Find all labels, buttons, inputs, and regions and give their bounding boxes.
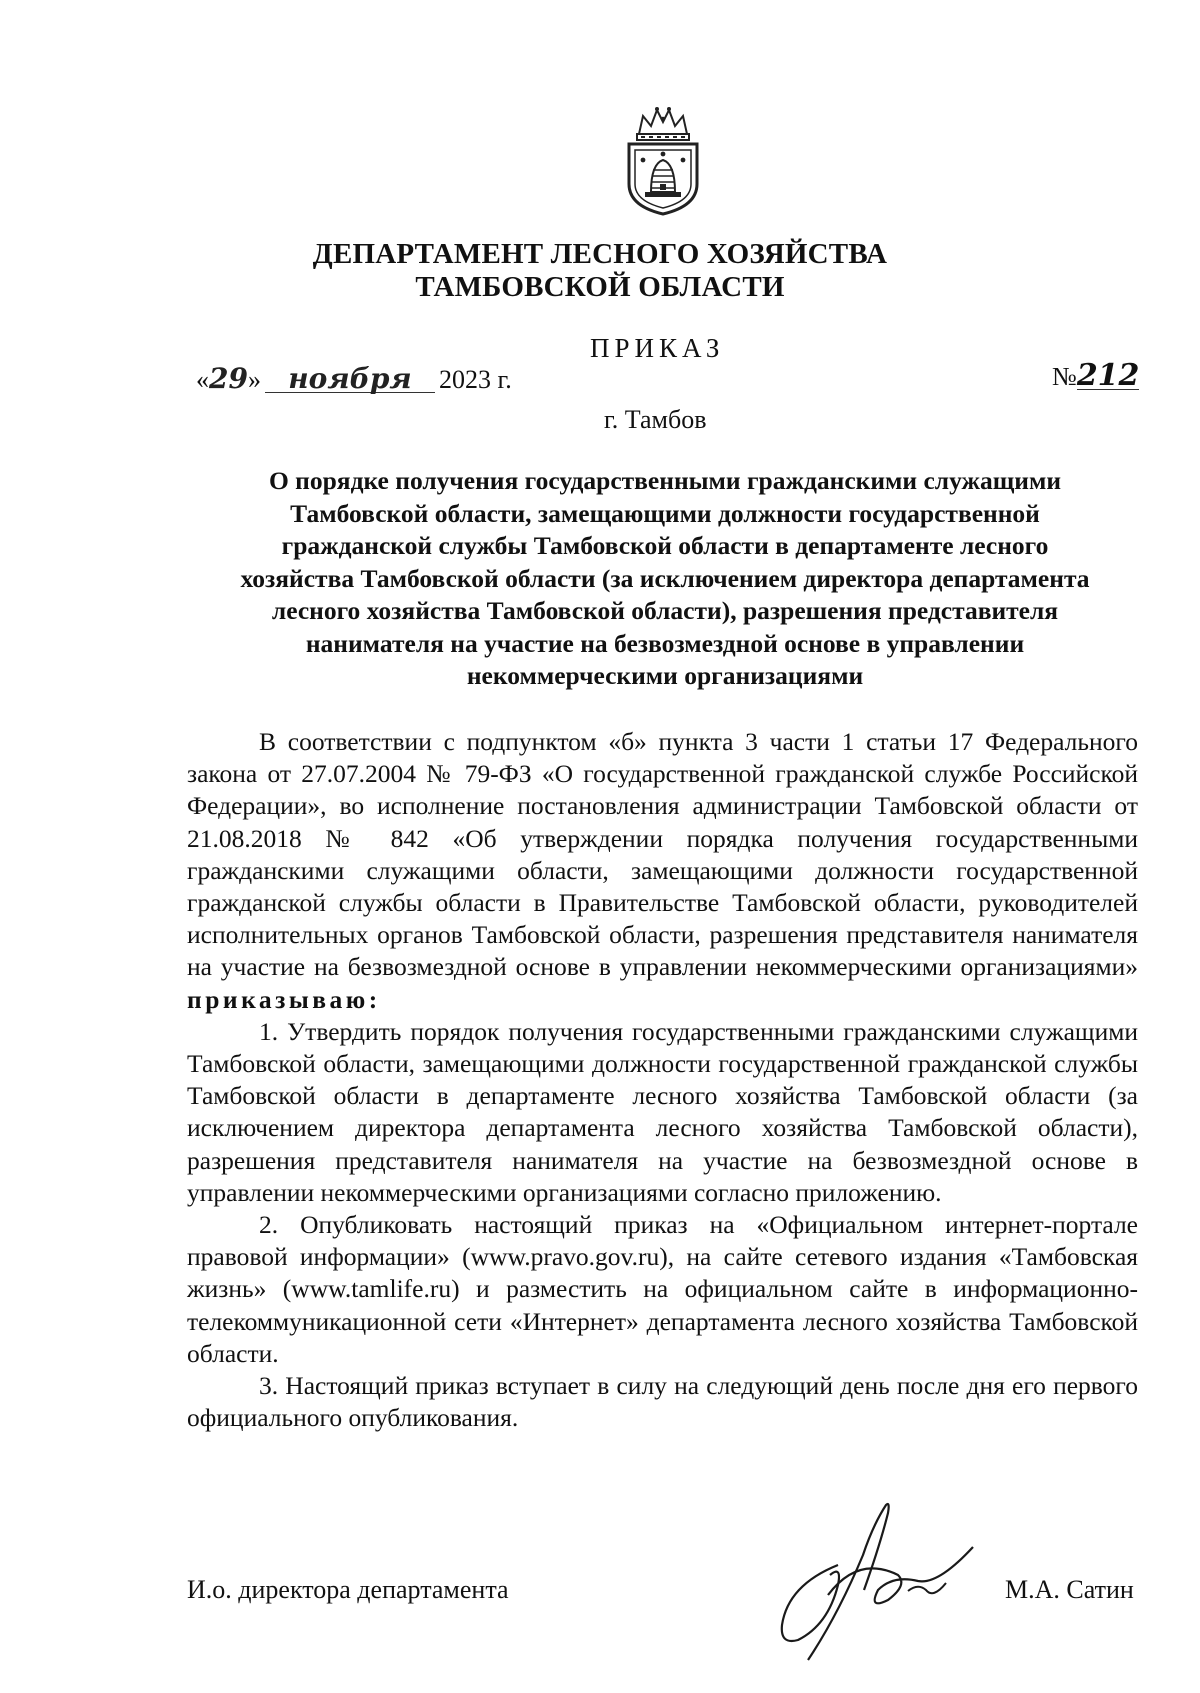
org-line-2: ТАМБОВСКОЙ ОБЛАСТИ (415, 271, 785, 303)
order-number (1052, 358, 1140, 393)
date-month: ноября (288, 362, 412, 395)
item-2-paragraph: 2. Опубликовать настоящий приказ на «Официальном интернет-портале правовой информации» (www.pravo.gov.ru), на сайте сетевого издания «Тамбовская жизнь» (www.tamlife.ru) и разместить на официальном сайте в информационно-телекоммуникационной сети «Интернет» департамента лесного хозяйства Тамбовской области. (187, 1210, 1138, 1368)
title-line: нанимателя на участие на безвозмездной основе в управлении (305, 628, 1025, 658)
signatory-position: И.о. директора департамента (187, 1575, 509, 1604)
order-date: «29» ноября 2023 г. (196, 362, 512, 395)
title-line: некоммерческими организациями (466, 661, 864, 690)
number-value: 212 (1076, 358, 1140, 393)
signatory-name: М.А. Сатин (1005, 1575, 1134, 1604)
title-line: О порядке получения государственными гражданскими служащими (268, 466, 1062, 495)
title-line: Тамбовской области, замещающими должности государственной (290, 498, 1040, 528)
title-line: лесного хозяйства Тамбовской области), разрешения представителя (271, 596, 1059, 625)
preamble-text: В соответствии с подпунктом «б» пункта 3 части 1 статьи 17 Федерального закона от 27.07.2004 № 79-ФЗ «О государственной гражданской службе Российской Федерации», во исполнение постановления администрации Тамбовской области от 21.08.2018 № 842 «Об утверждении порядка получения государственными гражданскими служащими области, замещающими должности государственной гражданской службы области в Правительстве Тамбовской области, руководителей исполнительных органов Тамбовской области, разрешения представителя нанимателя на участие на безвозмездной основе в управлении некоммерческими организациями» (187, 727, 1138, 982)
item-3-paragraph: 3. Настоящий приказ вступает в силу на следующий день после дня его первого официального опубликования. (187, 1371, 1138, 1433)
date-day: 29 (209, 362, 248, 395)
order-verb: приказываю: (187, 984, 381, 1014)
document-body (187, 726, 1138, 1434)
city: г. Тамбов (604, 405, 707, 434)
item-1-paragraph: 1. Утвердить порядок получения государственными гражданскими служащими Тамбовской области, замещающими должности государственной гражданской службы Тамбовской области в департаменте лесного хозяйства Тамбовской области (за исключением директора департамента лесного хозяйства Тамбовской области), разрешения представителя нанимателя на участие на безвозмездной основе в управлении некоммерческими организациями согласно приложению. (187, 1016, 1138, 1207)
number-sign: № (1052, 362, 1077, 391)
handwritten-signature (768, 1495, 983, 1670)
document-title (190, 465, 1140, 693)
title-line: гражданской службы Тамбовской области в департаменте лесного (281, 531, 1049, 560)
order-heading: ПРИКАЗ (590, 333, 725, 363)
org-line-1: ДЕПАРТАМЕНТ ЛЕСНОГО ХОЗЯЙСТВА (312, 238, 888, 270)
organization-name (150, 238, 1050, 304)
coat-of-arms-icon (621, 104, 705, 216)
date-year: 2023 г. (438, 365, 512, 394)
preamble-paragraph (187, 726, 1138, 1016)
title-line: хозяйства Тамбовской области (за исключением директора департамента (240, 563, 1090, 593)
